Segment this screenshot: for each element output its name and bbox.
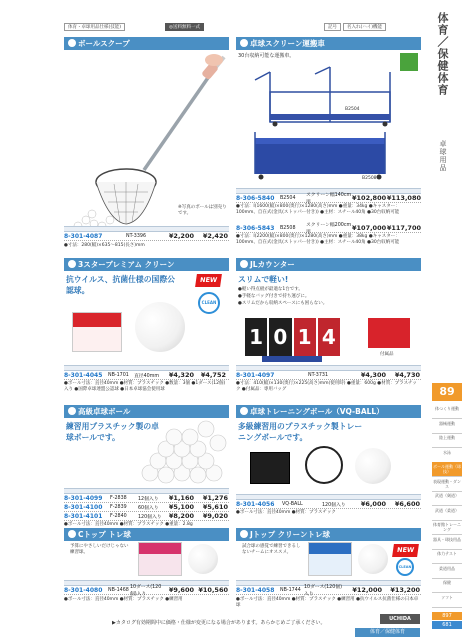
table-row [64, 503, 229, 512]
footer-page-ref: 897 [432, 612, 462, 620]
header-tag: 名入れ(ハイ)機能 [343, 23, 386, 31]
spec: ●ボール寸法：直径40mm ●材質：プラスチック [236, 510, 336, 515]
model-number: F-2840 [110, 513, 127, 519]
sidebar-index-item[interactable]: 陸上運動 [432, 433, 462, 448]
description: スリムで軽い! [238, 275, 289, 284]
header-tags [64, 22, 386, 32]
section-title: 卓球トレーニングボール（VQ-BALL） [236, 405, 421, 418]
spec: ●寸法：410(幅)×130(奥行)×225(高さ)mm(使用時) ●重量：600g ●材質：プラスチック ●付属品：専用バッグ [236, 381, 417, 392]
price-tax: ¥4,752 [200, 371, 226, 379]
price-tax: ¥117,700 [386, 224, 421, 232]
product-code: 8-301-4099 [64, 494, 103, 502]
table-row [64, 586, 229, 595]
price: ¥1,160 [168, 494, 194, 502]
price: ¥2,200 [168, 232, 194, 240]
sidebar-index-item[interactable]: 表現運動・ダンス [432, 477, 462, 492]
sidebar-index-item[interactable]: 体力テスト [432, 549, 462, 564]
product-box-image [308, 542, 352, 576]
ball-pile-image [130, 415, 228, 485]
counter-digit: 0 [269, 318, 291, 356]
table-row [64, 494, 229, 503]
vq-ball-image [305, 446, 343, 484]
variant-note: 10ダース(120個)入り [304, 585, 342, 597]
price: ¥107,000 [352, 224, 387, 232]
section-title: JLカウンター [236, 258, 421, 271]
section-title: Cトップ トレ球 [64, 528, 229, 541]
product-code: 8-301-4087 [64, 232, 103, 240]
sidebar-index-item[interactable]: 柔道用品 [432, 564, 462, 579]
footer-category: 体育／保健体育 [355, 628, 420, 637]
new-badge: NEW [195, 274, 222, 287]
ball-image [358, 544, 388, 574]
model-number: B2508 [280, 225, 296, 231]
footer-note: ▶カタログ有効期間中に価格・仕様が変更になる場合があります。あらかじめご了承ください。 [112, 620, 326, 626]
product-code: 8-301-4101 [64, 512, 103, 520]
price-tax: ¥6,600 [394, 500, 420, 508]
spec: ●ボール寸法：直径40mm ●材質：プラスチック ●練習用 ●抗ウイルス抗菌仕様の日本卓球 [236, 597, 419, 608]
model-number: B2504 [280, 195, 296, 201]
variant-note: 12個入り [138, 496, 159, 502]
spec: ●寸法：Ⅰ(2200(幅)×800(奥行)×1280(高さ)mm ●重量：38kg ●キャスター：100mm、自在式(金具(ストッパー付き)) ●主材：スチール40角 ●30台収納可能 [236, 234, 400, 245]
product-box-image [138, 542, 182, 576]
price-tax: ¥9,020 [202, 512, 228, 520]
clean-badge: CLEAN [396, 558, 414, 576]
product-code: 8-306-5840 [236, 194, 275, 202]
sidebar-index-item[interactable]: 武道（柔道） [432, 506, 462, 521]
spec: ●ボール寸法：直径40mm ●材質：プラスチック ●重量：2.8g [64, 522, 193, 527]
product-box-image [72, 312, 122, 352]
product-code: 8-301-4100 [64, 503, 103, 511]
ball-pile-illustration [130, 415, 228, 485]
page-number: 89 [432, 383, 462, 401]
price: ¥4,320 [168, 371, 194, 379]
counter-digit: 1 [245, 318, 267, 356]
sidebar-index-item[interactable]: 保健 [432, 578, 462, 593]
counter-base [262, 356, 322, 362]
price: ¥9,600 [168, 586, 194, 594]
description: 抗ウイルス、抗菌仕様の国際公認球。 [66, 275, 175, 295]
product-image [245, 62, 405, 190]
model-number: NB-1701 [108, 372, 129, 378]
header-tag: 記号 [324, 23, 341, 31]
product-code: 8-301-4056 [236, 500, 275, 508]
product-code: 8-301-4097 [236, 371, 275, 379]
section-title: ボールスクープ [64, 37, 229, 50]
sidebar-index-item[interactable]: 器具・球技用品 [432, 535, 462, 550]
variant-note: 直径40mm [134, 373, 160, 379]
price: ¥6,000 [360, 500, 386, 508]
sidebar-index-item[interactable]: 器械運動 [432, 419, 462, 434]
bag-label: 付属品 [380, 352, 394, 357]
price: ¥8,200 [168, 512, 194, 520]
table-row [236, 500, 421, 509]
price: ¥5,100 [168, 503, 194, 511]
section-title: 3スタープレミアム クリーン [64, 258, 229, 271]
table-row [64, 232, 229, 241]
bullet-item: ●手軽なバッグ付きで持ち運びに。 [238, 294, 310, 299]
product-code: 8-301-4080 [64, 586, 103, 594]
counter-digit: 4 [318, 318, 340, 356]
model-number: NB-1468 [108, 587, 129, 593]
bag-image [368, 318, 410, 348]
counter-digit: 1 [294, 318, 316, 356]
variant-note: 10ダース(120個)入り [130, 585, 162, 597]
variant-note: 120個入り [138, 514, 162, 520]
variant-label: B2504 [345, 107, 360, 112]
table-row [236, 371, 421, 380]
price: ¥102,800 [352, 194, 387, 202]
brand-logo: UCHIDA [380, 614, 420, 624]
header-tag: ◎送料無料一式 [165, 23, 204, 31]
model-number: F-2838 [110, 495, 127, 501]
variant-note: 120個入り [322, 502, 346, 508]
model-number: F-2839 [110, 504, 127, 510]
model-number: NB-1744 [280, 587, 301, 593]
table-row [236, 194, 421, 203]
spec: ●ボール寸法：直径40mm ●材質：プラスチック ●数量：3個 ●1ダース(12個)入り ●国際卓球連盟公認球 ●日本卓球協会使用球 [64, 381, 226, 392]
price-tax: ¥4,730 [394, 371, 420, 379]
product-code: 8-306-5843 [236, 224, 275, 232]
section-title: 卓球スクリーン運搬車 [236, 37, 421, 50]
header-tag: 体育・卓球用品仕様(技能) [64, 23, 125, 31]
section-title: Jトップ クリーントレ球 [236, 528, 421, 541]
description: 多級練習用のプラスチック製トレーニングボールです。 [238, 422, 363, 442]
price-tax: ¥2,420 [202, 232, 228, 240]
model-number: VQ-BALL [282, 501, 303, 507]
table-row [64, 512, 229, 521]
product-code: 8-301-4045 [64, 371, 103, 379]
variant-note: 60個入り [138, 505, 159, 511]
photo-note: ※写真のボールは別売りです。 [178, 205, 227, 216]
spec: ●寸法：Ⅰ(1600(幅)×800(奥行)×1280(高さ)mm ●重量：34kg ●キャスター：100mm、自在式(金具(ストッパー付き)) ●主材：スチール40角 ●30台収納可能 [236, 204, 400, 215]
ball-image [188, 544, 218, 574]
price-tax: ¥13,200 [390, 586, 420, 594]
footer-page-ref: 681 [432, 621, 462, 629]
price-tax: ¥5,610 [202, 503, 228, 511]
spec: ●寸法：280(幅)×635～815(長さ)mm [64, 243, 145, 248]
description: 試合球の感覚で練習できるしないチームにオススメ。 [242, 544, 301, 555]
section-title: 高級卓球ボール [64, 405, 229, 418]
new-badge: NEW [392, 544, 419, 557]
sidebar-index-item[interactable]: 体つくり運動 [432, 404, 462, 419]
bullet-item: ●スリムだから収納スペースにも困らない。 [238, 301, 328, 306]
price: ¥4,300 [360, 371, 386, 379]
price-tax: ¥113,080 [386, 194, 421, 202]
sidebar-title: 体育／保健体育 [436, 12, 449, 96]
product-box-image [250, 452, 290, 484]
table-row [64, 371, 229, 380]
sidebar-index-item[interactable]: 武道（剣道） [432, 491, 462, 506]
description: 30台収納可能な運搬車。 [238, 53, 295, 59]
counter-image [245, 318, 340, 356]
sidebar-index-item[interactable]: ボール運動（球技） [432, 462, 462, 477]
price-tax: ¥1,276 [202, 494, 228, 502]
sidebar-index-item[interactable]: ソフト [432, 593, 462, 608]
clean-badge: CLEAN [198, 292, 220, 314]
model-number: NT-3396 [125, 233, 147, 239]
table-row [236, 224, 421, 233]
bullet-item: ●軽い得点板が最適な1台です。 [238, 287, 303, 292]
screen-cart-illustration [245, 62, 405, 190]
price: ¥12,000 [352, 586, 382, 594]
variant-note: スクリーン幅140cm用 [306, 193, 352, 205]
sidebar-index-item[interactable]: 体育館トレーニング [432, 520, 462, 535]
model-number: NT-3731 [307, 372, 329, 378]
ball-image [135, 302, 185, 352]
sidebar-subtitle: 卓球用品 [439, 140, 447, 172]
table-row [236, 586, 421, 595]
ball-image [355, 448, 391, 484]
spec: ●ボール寸法：直径40mm ●材質：プラスチック ●練習用 [64, 597, 183, 602]
product-code: 8-301-4058 [236, 586, 275, 594]
description: 予算にやさしいだけじゃない練習球。 [70, 544, 129, 555]
price-tax: ¥10,560 [198, 586, 228, 594]
description: 練習用プラスチック製の卓球ボールです。 [66, 422, 159, 442]
variant-label: B2508 [362, 176, 377, 181]
variant-note: スクリーン幅200cm用 [306, 223, 352, 235]
sidebar-index-item[interactable]: 水泳 [432, 448, 462, 463]
